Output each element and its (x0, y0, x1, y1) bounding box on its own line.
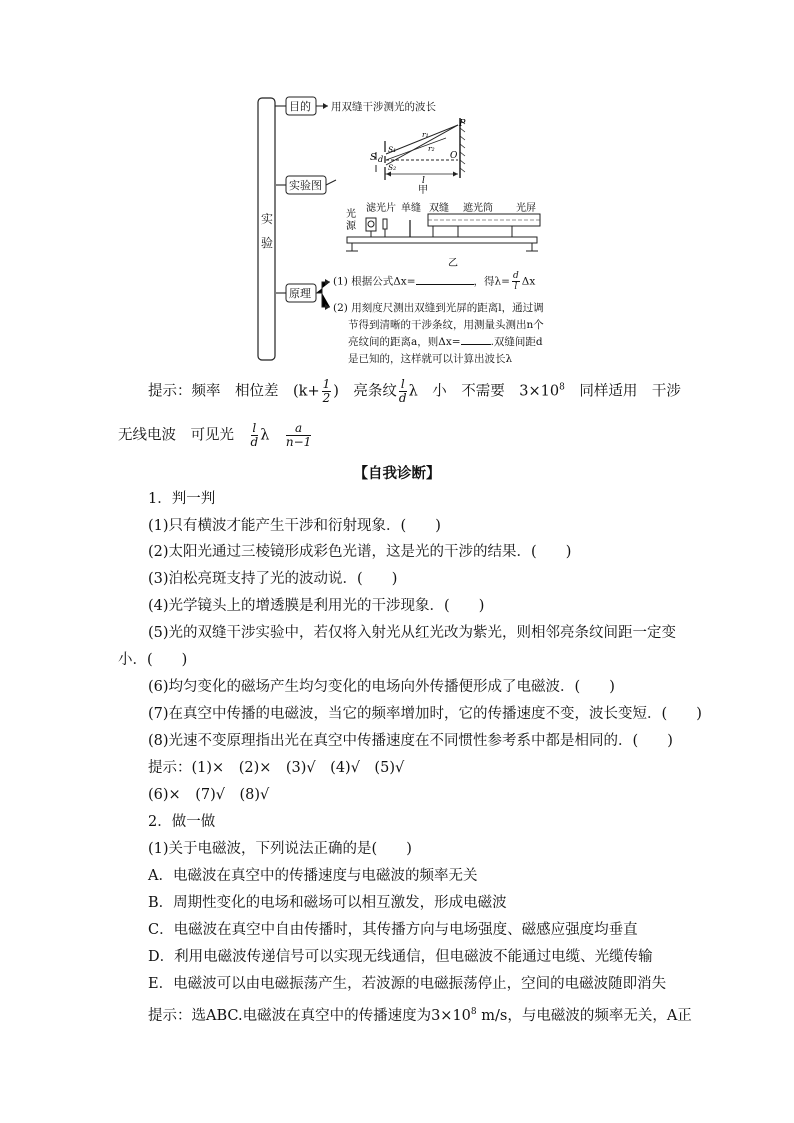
figure-b-caption: 乙 (448, 258, 458, 269)
principle-box: 原理 (289, 287, 311, 300)
label-S: S (370, 152, 377, 163)
option-b: B．周期性变化的电场和磁场可以相互激发，形成电磁波 (148, 895, 507, 911)
side-label-2: 验 (261, 236, 274, 250)
hint-answers-line-2: 无线电波 可见光 $\frac{l}{d}$ λ $\frac{a}{n-1}$ (118, 421, 312, 449)
do-heading: 2．做一做 (148, 814, 216, 830)
option-d: D．利用电磁波传递信号可以实现无线通信，但电磁波不能通过电缆、光缆传输 (148, 949, 653, 965)
label-O: O (450, 151, 458, 161)
judge-item-2: (2)太阳光通过三棱镜形成彩色光谱，这是光的干涉的结果．( ) (148, 544, 572, 560)
judge-item-6: (6)均匀变化的磁场产生均匀变化的电场向外传播便形成了电磁波．( ) (148, 679, 615, 695)
label-screen: 光屏 (516, 203, 536, 214)
figure-a-double-slit (370, 118, 466, 196)
label-tube: 遮光筒 (463, 203, 493, 214)
judge-item-3: (3)泊松亮斑支持了光的波动说．( ) (148, 571, 398, 587)
p1-part-b: ，得λ= (473, 275, 510, 288)
option-a: A．电磁波在真空中的传播速度与电磁波的频率无关 (148, 868, 478, 884)
label-single-slit: 单缝 (401, 203, 421, 214)
label-source-1: 光 (346, 209, 356, 220)
option-e: E．电磁波可以由电磁振荡产生，若波源的电磁振荡停止，空间的电磁波随即消失 (148, 976, 667, 992)
figure-a-caption: 甲 (418, 185, 428, 196)
option-c: C．电磁波在真空中自由传播时，其传播方向与电场强度、磁感应强度均垂直 (148, 922, 638, 938)
p1-part-c: Δx (521, 275, 536, 288)
label-l: l (422, 176, 425, 186)
judge-item-5-cont: 小．( ) (118, 652, 188, 668)
p1-part-a: (1) 根据公式Δx= (333, 275, 416, 288)
judge-item-4: (4)光学镜头上的增透膜是利用光的干涉现象．( ) (148, 598, 485, 614)
setup-box: 实验图 (289, 179, 322, 192)
label-d: d (378, 155, 384, 164)
p2-line-4: 是已知的，这样就可以计算出波长λ (348, 353, 513, 365)
judge-item-5: (5)光的双缝干涉实验中，若仅将入射光从红光改为紫光，则相邻亮条纹间距一定变 (148, 625, 677, 641)
label-double-slit: 双缝 (429, 203, 449, 214)
label-filter: 滤光片 (366, 203, 396, 214)
p2-line-2: 节得到清晰的干涉条纹，用测量头测出n个 (348, 319, 544, 331)
p2-line-1: (2) 用刻度尺测出双缝到光屏的距离l，通过调 (333, 302, 544, 314)
purpose-box: 目的 (289, 100, 311, 113)
do-question: (1)关于电磁波，下列说法正确的是( ) (148, 841, 412, 857)
label-r2: r₂ (428, 144, 435, 153)
judge-item-1: (1)只有横波才能产生干涉和衍射现象．( ) (148, 518, 441, 534)
label-S1: S₁ (388, 145, 397, 154)
blank-1 (416, 274, 474, 285)
label-source-2: 源 (346, 221, 356, 232)
section-title: 【自我诊断】 (353, 465, 441, 482)
do-hint: 提示：选ABC.电磁波在真空中的传播速度为$3\times 10^8$ m/s，与电磁波的频率无关，A正 (148, 1007, 692, 1024)
hint-answers: 提示：频率 相位差 (k+ $\frac{1}{2}$ ) 亮条纹 $\frac{l}{d}$ λ 小 不需要 $3\times 10^8$ 同样适用 干涉 (148, 377, 681, 405)
label-S2: S₂ (388, 163, 397, 172)
label-P: P (459, 118, 466, 129)
label-r1: r₁ (422, 130, 429, 139)
principle-item-1 (333, 271, 535, 292)
principle-item-2 (333, 300, 544, 368)
p1-fraction: $\frac{d}{l}$ (512, 271, 519, 292)
purpose-text: 用双缝干涉测光的波长 (331, 101, 436, 113)
judge-item-8: (8)光速不变原理指出光在真空中传播速度在不同惯性参考系中都是相同的．( ) (148, 733, 673, 749)
judge-item-7: (7)在真空中传播的电磁波，当它的频率增加时，它的传播速度不变，波长变短．( ) (148, 706, 702, 722)
blank-2 (461, 334, 491, 345)
judge-heading: 1．判一判 (148, 491, 216, 507)
figure-b-apparatus (346, 201, 540, 269)
side-label-1: 实 (261, 212, 274, 226)
judge-hint-1: 提示：(1)× (2)× (3)√ (4)√ (5)√ (148, 760, 405, 776)
p2-line-3: 亮纹间的距离a，则Δx= .双缝间距d (348, 336, 543, 348)
judge-hint-2: (6)× (7)√ (8)√ (148, 787, 270, 803)
